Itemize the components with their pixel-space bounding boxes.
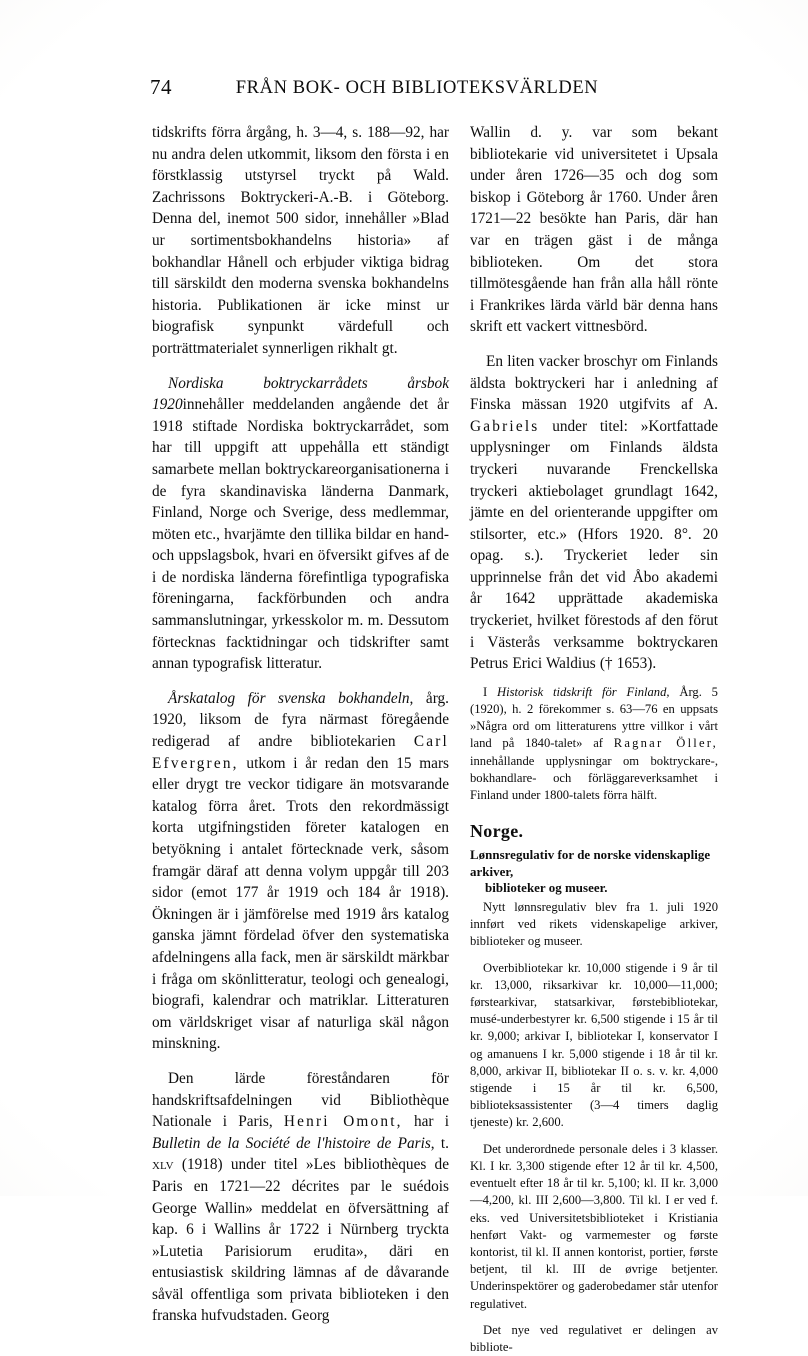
paragraph-finland-broschyr [470, 351, 718, 675]
page-number: 74 [150, 75, 172, 99]
journal-title-italic: Bulletin de la Société de l'histoire de Paris [152, 1134, 431, 1152]
paragraph-text: Det underordnede personale deles i 3 klasser. Kl. I kr. 3,300 stigende efter 12 år til kr. 4,500, eventuelt efter 18 år til kr. 5,100; kl. II kr. 3,000—4,200, kl. III 2,600—3,800. Til kl. I er ved f. eks. ved Universitetsbiblioteket i Kristiania henført Vakt- og varmemester og første kontorist, til kl. II annen kontorist, portier, første betjent, til kl. III de øvrige betjenter. Underinspektörer og gaderobedamer står utenfor regulativet. [470, 1141, 718, 1311]
paragraph-omont [152, 1068, 449, 1327]
subsection-heading-line-2: biblioteker og museer. [485, 881, 608, 896]
subsection-heading-line-1: Lønnsregulativ for de norske videnskaplige arkiver, [470, 848, 711, 879]
paragraph-text-2: under titel: »Kortfattade upplysninger om Finlands äldsta tryckeri nuvarande Frenckellska tryckeri aktiebolaget grundlagt 1642, jämte en del orienterande uppgifter om stilsorter, etc.» (Hfors 1920. 8°. 20 opag. s.). Tryckeriet leder sin upprinnelse från det vid Åbo akademi år 1642 upprättade akademiska tryckeriet, hvilket förestods af den förut i Västerås verksamme boktryckaren Petrus Erici Waldius († 1653). [470, 417, 719, 673]
person-name-spaced: Henri Omont, [283, 1113, 403, 1131]
paragraph-text-before-name: årg. 1920, liksom de fyra närmast föregående redigerad af andre bibliotekarien [152, 689, 450, 751]
paragraph-wallin [470, 122, 718, 338]
paragraph-text: Nytt lønnsregulativ blev fra 1. juli 1920 innført ved rikets videnskapelige arkiver, biblioteker og museer. [470, 900, 718, 949]
person-name-spaced: Carl Efvergren, [152, 733, 449, 772]
paragraph-text-3: , t. [430, 1134, 449, 1152]
volume-number-smallcaps: xlv [152, 1156, 174, 1174]
section-heading-norge: Norge. [470, 821, 524, 842]
paragraph-text: Det nye ved regulativet er delingen av bibliote- [470, 1322, 718, 1354]
person-name-spaced: Gabriels [470, 417, 540, 435]
paragraph-arskatalog [152, 688, 449, 1055]
note-text-4: innehållande upplysningar om boktryckare-, bokhandlare- och förläggareverksamhet i Finland under 1800-talets förra hälft. [470, 753, 718, 803]
subsection-heading [470, 847, 718, 897]
paragraph-nordiska [152, 373, 449, 675]
running-head [150, 74, 660, 104]
paragraph-continued [152, 122, 449, 360]
paragraph-norge-4 [470, 1322, 718, 1356]
paragraph-text: tidskrifts förra årgång, h. 3—4, s. 188—92, har nu andra delen utkommit, liksom den första i en förstklassig utstyrsel tryckt på Wald. Zachrissons Boktryckeri-A.-B. i Göteborg. Denna del, inemot 500 sidor, innehåller »Blad ur sortimentsbokhandelns historia» af bokhandlar Hånell och erbjuder viktiga bidrag till särskildt den moderna svenska bokhandelns historia. Publikationen är icke minst ur biografisk synpunkt värdefull och porträttmaterialet synnerligen rikhalt gt. [152, 124, 449, 357]
note-text-3: af [593, 736, 603, 751]
left-column [152, 122, 449, 1327]
note-historisk-tidskrift [470, 684, 718, 804]
paragraph-text: Wallin d. y. var som bekant bibliotekarie vid universitetet i Upsala under åren 1726—35 och dog som biskop i Göteborg år 1760. Under åren 1721—22 besökte han Paris, där han var en trägen gäst i de många biblioteken. Om det stora tillmötesgående han från alla håll rönte i Frankrikes lärda värld bär denna hans skrift ett vackert vittnesbörd. [470, 124, 718, 336]
person-name-spaced: Ragnar Öller, [613, 736, 719, 751]
paragraph-text-1: Den lärde föreståndaren för handskriftsafdelningen vid Bibliothèque Nationale i Paris, [152, 1069, 449, 1131]
paragraph-norge-1 [470, 899, 718, 951]
paragraph-norge-2 [470, 960, 718, 1132]
running-head-title: FRÅN BOK- OCH BIBLIOTEKSVÄRLDEN [235, 78, 599, 98]
work-title-italic: Nordiska boktryckarrådets årsbok 1920 [152, 374, 449, 414]
paragraph-text: Overbibliotekar kr. 10,000 stigende i 9 år til kr. 13,000, riksarkivar kr. 10,000—11,000; førstearkivar, statsarkivar, førstebibliotekar, musé-underbestyrer kr. 6,500 stigende i 15 år til kr. 9,000; arkivar I, bibliotekar I, konservator I og amanuens I kr. 5,000 stigende i 18 år til kr. 8,000, arkivar II, bibliotekar II o. s. v. kr. 4,000 stigende i 15 år til kr. 6,500, biblioteksassistenter (3—4 timers daglig tjeneste) kr. 2,600. [470, 960, 718, 1130]
paragraph-text-4: (1918) under titel »Les bibliothèques de Paris en 1721—22 décrites par le suédois George Wallin» meddelat en öfversättning af kap. 6 i Wallins år 1722 i Nürnberg tryckta »Lutetia Parisiorum erudita», däri en entusiastisk skildring lämnas af de dåvarande såväl offentliga som privata biblioteken i den franska hufvudstaden. Georg [152, 1156, 449, 1325]
paragraph-norge-3 [470, 1141, 718, 1313]
work-title-italic: Årskatalog för svenska bokhandeln, [168, 689, 414, 707]
paragraph-text-after-name: utkom i år redan den 15 mars eller drygt tre veckor tidigare än motsvarande katalog förra året. Trots den rekordmässigt korta utgifningstiden företer katalogen en betyökning i antalet förtecknade verk, såsom framgär däraf att denna volym uppgår till 203 sidor (emot 177 år 1919 och 184 år 1918). Ökningen är i jämförelse med 1919 års katalog ganska jämnt fördelad öfver den systematiska afdelningens alla fack, men är särskildt märkbar i fråga om skönlitteratur, teologi och genealogi, biografi, kalendrar och matriklar. Litteraturen om världskriget visar af naturliga skäl någon minskning. [152, 754, 450, 1053]
right-column [470, 122, 718, 1356]
paragraph-text-2: har i [413, 1113, 450, 1131]
note-text-2: Årg. 5 (1920), h. 2 förekommer s. 63—76 en uppsats »Några ord om litteraturens yttre villkor i vårt land på 1840-talet» [470, 684, 718, 751]
journal-title-italic: Historisk tidskrift för Finland, [497, 684, 670, 699]
paragraph-text-1: En liten vacker broschyr om Finlands äldsta boktryckeri har i anledning af Finska mässan 1920 utgifvits af A. [470, 352, 718, 414]
paragraph-text: innehåller meddelanden angående det år 1918 stiftade Nordiska boktryckarrådet, som har till uppgift att uppehålla ett ständigt samarbete mellan boktryckareorganisationerna i de fyra skandinaviska länderna Danmark, Finland, Norge och Sverige, dess medlemmar, möten etc., hvarjämte den tillika bildar en hand- och uppslagsbok, hvari en öfversikt gifves af de i de nordiska länderna förefintliga typografiska föreningarna, fackförbunden och andra sammanslutningar, yrkesskolor m. m. Dessutom förtecknas facktidningar och tidskrifter samt annan typografisk litteratur. [152, 396, 449, 673]
note-text-1: I [483, 684, 488, 699]
